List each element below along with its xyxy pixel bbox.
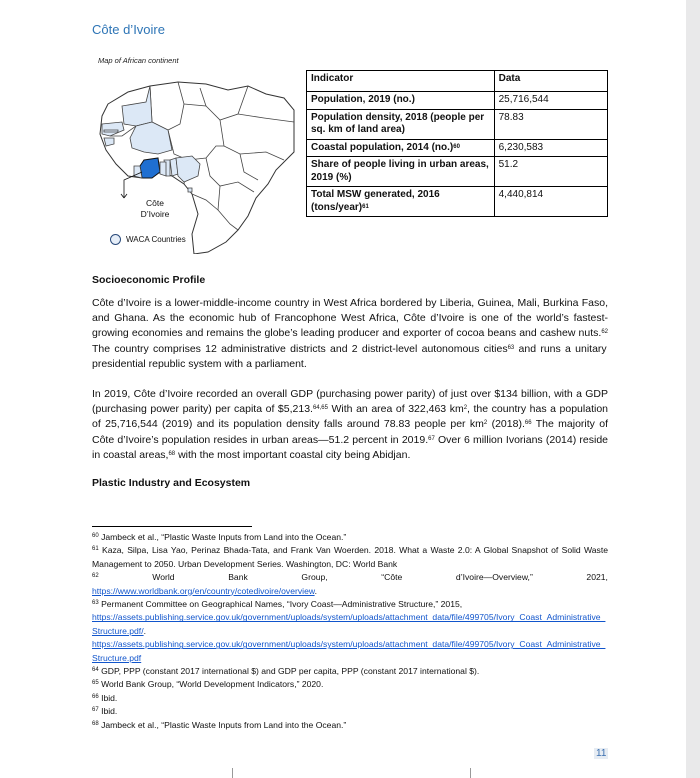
- table-header-row: [307, 71, 608, 92]
- map-legend: [110, 234, 186, 245]
- indicator-table: [306, 70, 608, 217]
- ruler-tick: [470, 768, 471, 778]
- footnote-number: 66: [92, 693, 99, 700]
- footnote-64: $^{64}$ GDP, PPP (constant 2017 international $) and GDP per capita, PPP (constant 2017 international $).: [92, 666, 480, 677]
- footnote-ref[interactable]: 66: [524, 420, 532, 427]
- footnote-number: 65: [92, 680, 99, 687]
- table-cell-label: Share of people living in urban areas, 2019 (%): [307, 157, 495, 187]
- footnotes: [92, 531, 608, 732]
- table-cell-value: 51.2: [494, 157, 607, 187]
- footnote-number: 67: [92, 707, 99, 714]
- africa-map: [88, 64, 298, 254]
- superscript-2: 2: [463, 405, 468, 412]
- table-row: [307, 92, 608, 110]
- footnote-word: d’Ivoire—Overview,”: [455, 572, 533, 583]
- footnote-ref[interactable]: 60: [453, 143, 460, 150]
- country-map-label: [128, 198, 182, 220]
- footnote-60: $^{60}$ Jambeck et al., “Plastic Waste Inputs from Land into the Ocean.”: [92, 532, 347, 542]
- table-cell-value: 4,440,814: [494, 187, 607, 217]
- map-caption: Map of African continent: [98, 56, 179, 65]
- footnote-separator: [92, 526, 252, 527]
- footnote-number: 61: [92, 546, 99, 553]
- superscript-2: 2: [483, 420, 488, 427]
- socioeconomic-paragraph-2: In 2019, Côte d’Ivoire recorded an overall GDP (purchasing power parity) of just over $134 billion, with a GDP (purchasing power parity) per capita of $5,213.$^{64,65}$ With an area of 322,463 $km^2$, the country has a population of 25,716,544 (2019) and its population density falls around 78.83 people per $km^2$ (2018).$^{66}$ The majority of Côte d’Ivoire’s population resides in urban areas—51.2 percent in 2019.67 Over 6 million Ivorians (2014) reside in coastal areas,$^{68}$ with the most important coastal city being Abidjan.: [92, 388, 609, 461]
- country-map-label-line1: Côte: [146, 198, 164, 208]
- table-header-indicator: Indicator: [307, 71, 495, 92]
- footnote-number: 62: [92, 573, 99, 580]
- table-row: [307, 139, 608, 157]
- footnote-word: Group,: [301, 572, 328, 583]
- legend-circle-icon: [110, 234, 121, 245]
- table-cell-value: 6,230,583: [494, 139, 607, 157]
- footnote-67: $^{67}$ Ibid.: [92, 706, 118, 717]
- footnote-word: World: [152, 572, 175, 583]
- country-map-label-line2: D’Ivoire: [140, 209, 170, 219]
- table-cell-label: Population, 2019 (no.): [307, 92, 495, 110]
- footnote-number: 64: [92, 667, 99, 674]
- footnote-ref[interactable]: 67: [428, 435, 435, 442]
- table-row: [307, 109, 608, 139]
- socioeconomic-heading: Socioeconomic Profile: [92, 274, 206, 286]
- table-row: [307, 157, 608, 187]
- footnote-word: “Côte: [381, 572, 403, 583]
- table-header-data: Data: [494, 71, 607, 92]
- country-title: Côte d’Ivoire: [92, 22, 165, 37]
- footnote-63: $^{63}$ Permanent Committee on Geographical Names, “Ivory Coast—Administrative Structure,” 2015,: [92, 599, 463, 610]
- table-cell-label: Total MSW generated, 2016 (tons/year)$^{61}$: [307, 187, 495, 217]
- cote-divoire-shape: [140, 158, 160, 178]
- page-number: 11: [596, 748, 607, 759]
- ivory-coast-admin-structure-link[interactable]: https://assets.publishing.service.gov.uk/government/uploads/system/uploads/attachment_data/file/499705/Ivory_Coast_Administrative_Structure.pdf/: [92, 612, 606, 636]
- waca-gambia: [104, 130, 118, 132]
- footnote-62-link-line: https://www.worldbank.org/en/country/cotedivoire/overview.: [92, 585, 317, 596]
- table-cell-value: 78.83: [494, 109, 607, 139]
- footnote-number: 68: [92, 720, 99, 727]
- waca-sao-tome: [188, 188, 192, 192]
- table-row: [307, 187, 608, 217]
- footnote-ref[interactable]: 68: [168, 450, 176, 457]
- footnote-65: $^{65}$ World Bank Group, “World Development Indicators,” 2020.: [92, 679, 324, 690]
- footnote-61: $^{61}$ Kaza, Silpa, Lisa Yao, Perinaz Bhada-Tata, and Frank Van Woerden. 2018. What a Waste 2.0: A Global Snapshot of Solid Waste Management to 2050. Urban Development Series. Washington, DC: World Bank: [92, 545, 608, 569]
- table-cell-value: 25,716,544: [494, 92, 607, 110]
- footnote-number: 63: [92, 600, 99, 607]
- ruler-tick: [232, 768, 233, 778]
- footnote-68: $^{68}$ Jambeck et al., “Plastic Waste Inputs from Land into the Ocean.”: [92, 719, 347, 730]
- footnote-62: [92, 571, 608, 584]
- table-cell-label: Population density, 2018 (people per sq. km of land area): [307, 109, 495, 139]
- footnote-ref[interactable]: 63: [507, 344, 515, 351]
- footnote-word: Bank: [228, 572, 248, 583]
- ivory-coast-admin-structure-pdf-link[interactable]: https://assets.publishing.service.gov.uk/government/uploads/system/uploads/attachment_data/file/499705/Ivory_Coast_Administrative_Structure.pdf: [92, 639, 606, 663]
- footnote-word: 2021,: [586, 572, 608, 583]
- footnote-63-link-2: [92, 638, 608, 665]
- footnote-66: $^{66}$ Ibid.: [92, 692, 118, 703]
- plastic-industry-heading: Plastic Industry and Ecosystem: [92, 477, 251, 489]
- footnote-ref[interactable]: 62: [601, 329, 608, 336]
- viewer-gutter: [686, 0, 700, 778]
- footnote-ref[interactable]: 61: [362, 203, 369, 210]
- footnote-63-link-1: https://assets.publishing.service.gov.uk/government/uploads/system/uploads/attachment_data/file/499705/Ivory_Coast_Administrative_Structure.pdf/.: [92, 612, 606, 636]
- africa-map-graphic: [88, 64, 298, 254]
- legend-label: WACA Countries: [126, 235, 186, 244]
- socioeconomic-paragraph-1: Côte d’Ivoire is a lower-middle-income country in West Africa bordered by Liberia, Guinea, Mali, Burkina Faso, and Ghana. As the economic hub of Francophone West Africa, Côte d’Ivoire is one of the world’s fastest-growing economies and remains the globe’s leading producer and exporter of cocoa beans and cashew nuts.$^{62}$ The country comprises 12 administrative districts and 2 district-level autonomous cities$^{63}$ and runs a unitary presidential republic system with a parliament.: [92, 297, 608, 370]
- footnote-number: 60: [92, 533, 99, 539]
- table-cell-label: Coastal population, 2014 $(no.)^{60}$: [307, 139, 495, 157]
- worldbank-overview-link[interactable]: https://www.worldbank.org/en/country/cotedivoire/overview: [92, 585, 315, 596]
- footnote-ref[interactable]: 64,65: [312, 405, 328, 412]
